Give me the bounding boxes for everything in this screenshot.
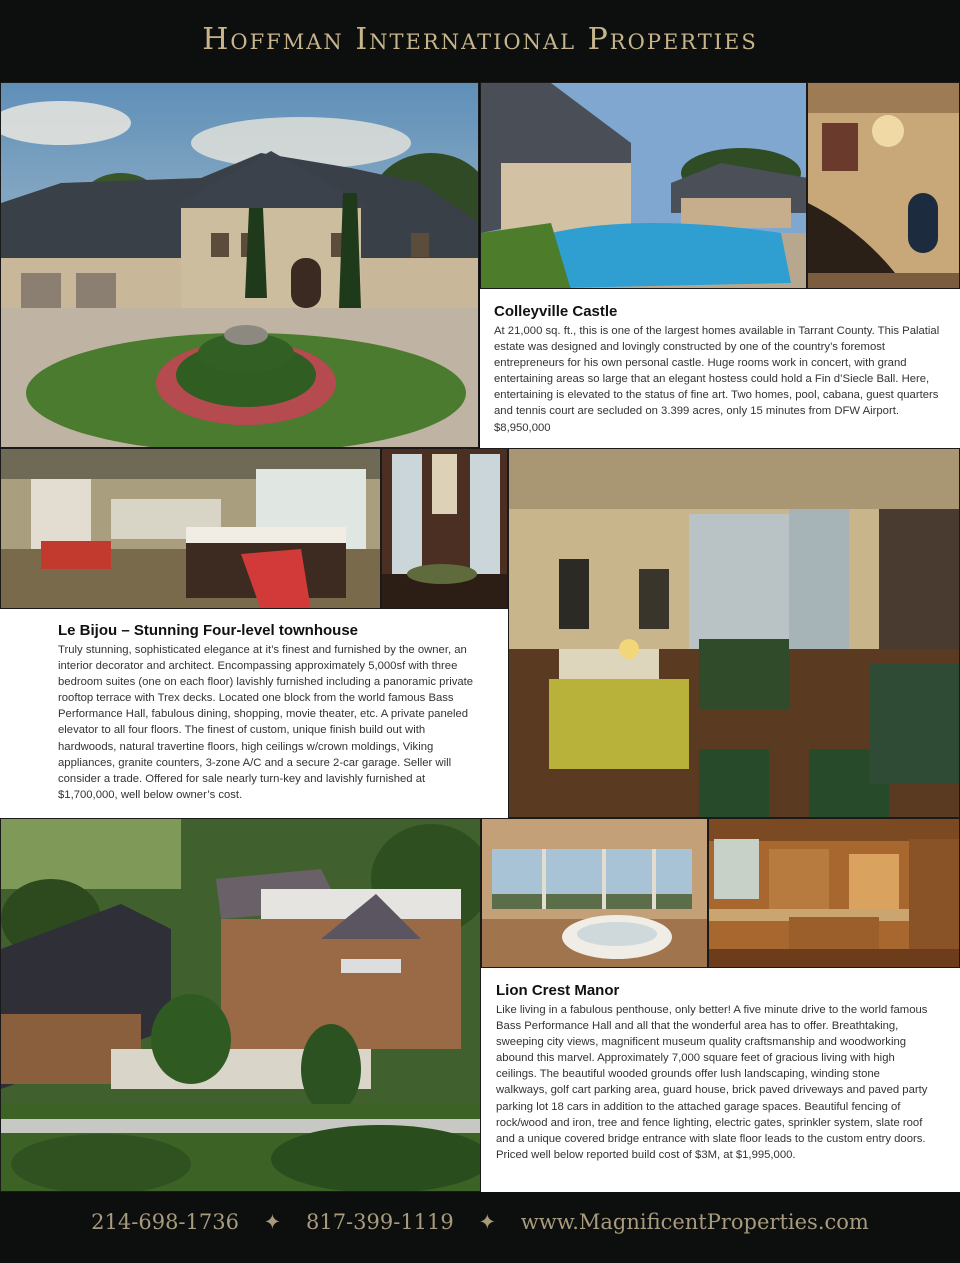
brand-title: Hoffman International Properties bbox=[202, 22, 758, 57]
bijou-living-room-photo bbox=[508, 448, 960, 818]
lioncrest-spa-photo bbox=[481, 818, 708, 968]
lioncrest-description-panel bbox=[481, 968, 960, 1192]
castle-exterior-photo bbox=[0, 82, 479, 448]
page-header bbox=[0, 0, 960, 82]
bijou-bedroom-photo bbox=[0, 448, 381, 609]
separator-star-icon: ✦ bbox=[478, 1210, 497, 1234]
phone-number-2[interactable]: 817-399-1119 bbox=[305, 1210, 454, 1234]
website-link[interactable]: www.MagnificentProperties.com bbox=[520, 1210, 869, 1234]
castle-pool-photo bbox=[480, 82, 807, 289]
castle-interior-photo bbox=[807, 82, 960, 289]
castle-description: At 21,000 sq. ft., this is one of the largest homes available in Tarrant County. This Palatial estate was designed and lovingly constructed by one of the country’s foremost entrepreneurs for his own personal castle. Huge rooms work in concert, with grand entertaining areas so large that an elegant hostess could hold a Fin d’Siecle Ball. Here, entertaining is elevated to the status of fine art. Two homes, pool, cabana, guest quarters and tennis court are secluded on 3.399 acres, only 15 minutes from DFW Airport. $8,950,000 bbox=[494, 325, 940, 434]
castle-description-panel bbox=[480, 289, 960, 448]
phone-number-1[interactable]: 214-698-1736 bbox=[91, 1210, 239, 1234]
lioncrest-aerial-photo bbox=[0, 818, 481, 1192]
separator-star-icon: ✦ bbox=[263, 1210, 282, 1234]
lioncrest-title: Lion Crest Manor bbox=[496, 982, 620, 999]
bijou-window-photo bbox=[381, 448, 508, 609]
castle-title: Colleyville Castle bbox=[494, 303, 618, 320]
lioncrest-description: Like living in a fabulous penthouse, only better! A five minute drive to the world famous Bass Performance Hall and all that the wonderful area has to offer. Breathtaking, sweeping city views, magnificent museum quality craftsmanship and woodworking abound this marvel. Approximately 7,000 square feet of gracious living with high ceilings. The beautiful wooded grounds offer lush landscaping, winding stone walkways, golf cart parking area, guard house, brick paved driveways and paved party parking lot 18 cars in addition to the attached garage spaces. Beautiful fencing of rock/wood and iron, tree and fence lighting, electric gates, sprinkler system, slate roof and a unique covered bridge entrance with slate floor leads to the custom entry doors. Priced well below reported build cost of $3M, at $1,995,000. bbox=[496, 1004, 928, 1161]
bijou-description-panel bbox=[0, 609, 508, 818]
contact-line bbox=[0, 1210, 960, 1234]
bijou-description: Truly stunning, sophisticated elegance at it’s finest and furnished by the owner, an interior decorator and architect. Encompassing approximately 5,000sf with three bedroom suites (one on each floor) lavishly furnished including a panoramic private rooftop terrace with Trex decks. Located one block from the world famous Bass Performance Hall, fabulous dining, shopping, movie theater, etc. A private paneled elevator to all four floors. The finest of custom, unique finish build out with hardwoods, natural travertine floors, high ceilings w/crown moldings, Viking appliances, granite counters, 3-zone A/C and a secure 2-car garage. Seller will consider a trade. Offered for sale nearly turn-key and lavishly furnished at $1,700,000, well below owner’s cost. bbox=[58, 644, 474, 801]
lioncrest-kitchen-photo bbox=[708, 818, 960, 968]
bijou-title: Le Bijou – Stunning Four-level townhouse bbox=[58, 622, 358, 639]
